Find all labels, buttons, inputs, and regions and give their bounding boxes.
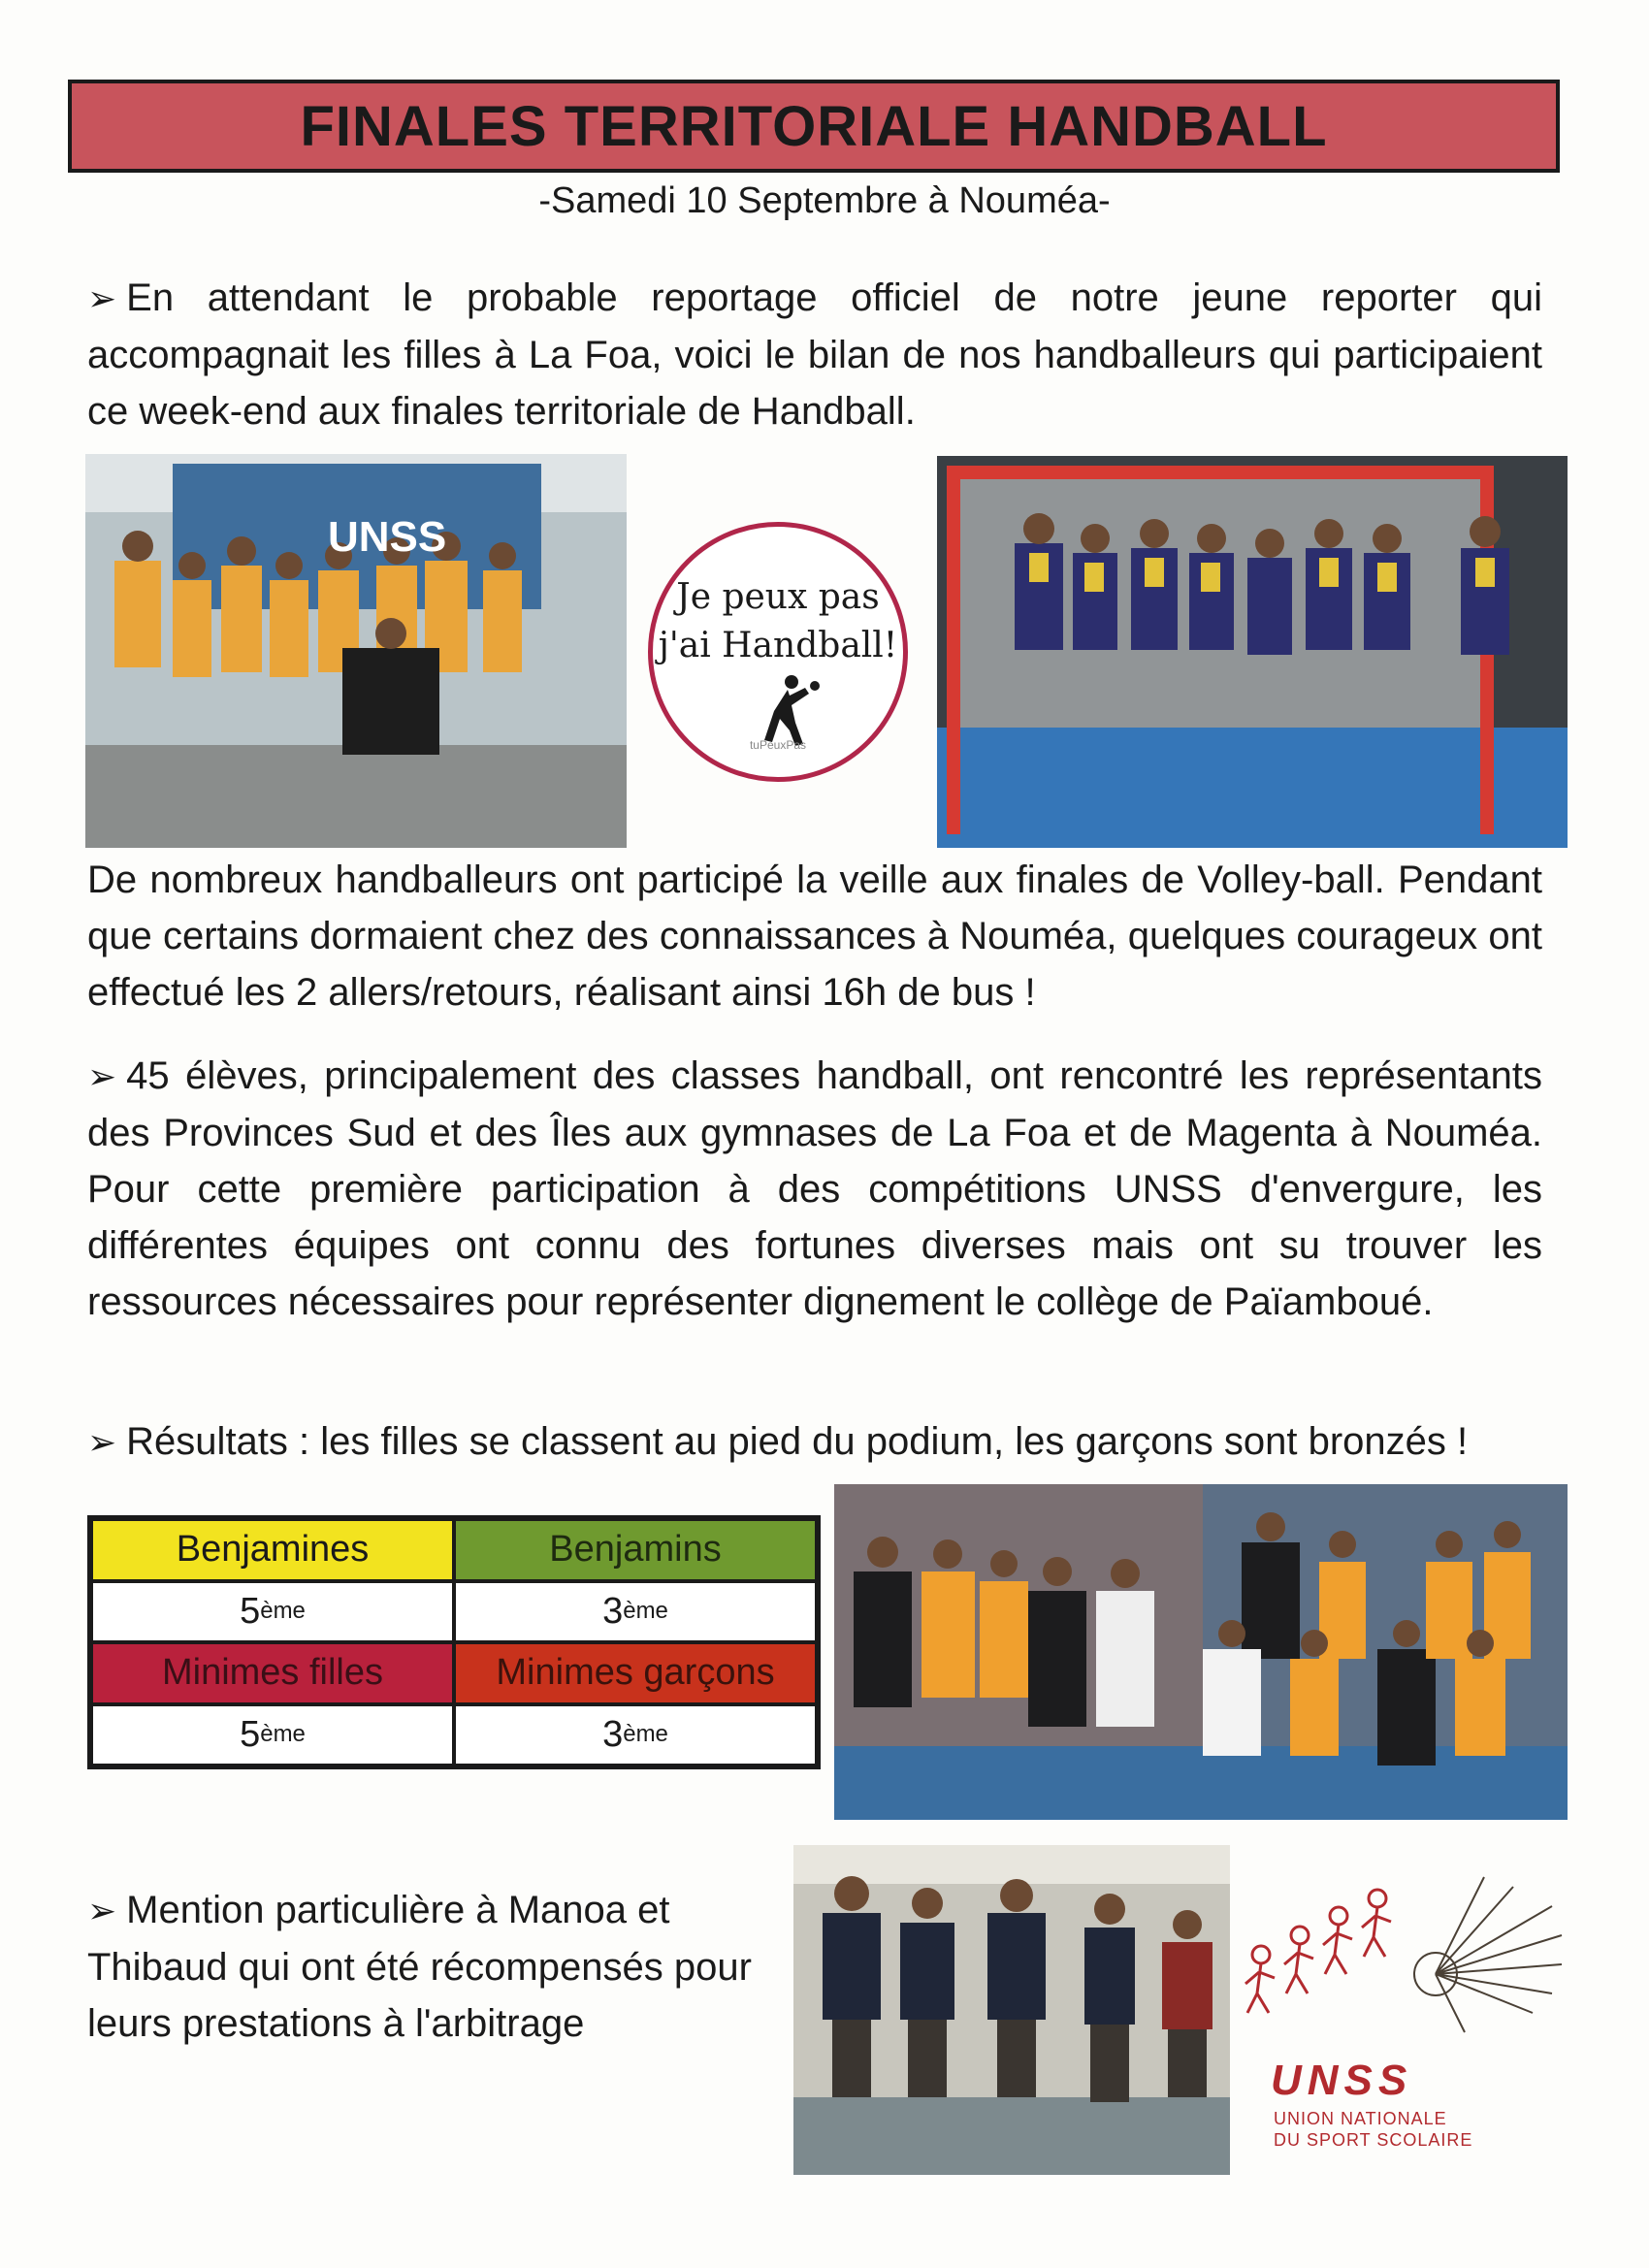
handball-sticker [648, 522, 908, 782]
unss-wordmark: UNSS [1271, 2057, 1413, 2104]
photo-referees [793, 1845, 1230, 2175]
category-benjamins: Benjamins [454, 1519, 817, 1581]
photo-girls-team [85, 454, 627, 848]
runners-bird-icon [1242, 1867, 1571, 2061]
unss-subtitle-line2: DU SPORT SCOLAIRE [1274, 2130, 1473, 2150]
banner-unss-text: UNSS [328, 513, 447, 561]
sticker-line2: j'ai Handball! [658, 626, 898, 665]
results-paragraph [87, 1413, 1542, 1471]
rank-benjamins: 3 ème [454, 1581, 817, 1643]
bullet-icon: ➢ [87, 1056, 117, 1096]
rank-minimes-filles: 5 ème [91, 1704, 454, 1766]
page-title: FINALES TERRITORIALE HANDBALL [300, 94, 1328, 158]
sticker-line1: Je peux pas [676, 577, 880, 617]
rank-benjamines: 5 ème [91, 1581, 454, 1643]
students-text: 45 élèves, principalement des classes handball, ont rencontré les représentants des Provinces Sud et des Îles aux gymnases de La Foa et de Magenta à Nouméa. Pour cette première participation à des compétitions UNSS d'envergure, les différentes équipes ont connu des fortunes diverses mais ont su trouver les ressources nécessaires pour représenter dignement le collège de Païamboué. [87, 1054, 1542, 1323]
photo-boys-team-goal [937, 456, 1568, 848]
rank-minimes-garcons: 3 ème [454, 1704, 817, 1766]
intro-text: En attendant le probable reportage officiel de notre jeune reporter qui accompagnait les filles à La Foa, voici le bilan de nos handballeurs qui participaient ce week-end aux finales territoriale de Handball. [87, 276, 1542, 433]
intro-paragraph [87, 270, 1542, 439]
title-banner [68, 80, 1560, 173]
students-paragraph [87, 1048, 1542, 1330]
category-benjamines: Benjamines [91, 1519, 454, 1581]
results-table [87, 1515, 821, 1769]
bullet-icon: ➢ [87, 1891, 117, 1930]
mention-paragraph [87, 1882, 766, 2052]
volley-paragraph: De nombreux handballeurs ont participé la veille aux finales de Volley-ball. Pendant que certains dormaient chez des connaissances à Nouméa, quelques courageux ont effectué les 2 allers/retours, réalisant ainsi 16h de bus ! [87, 859, 1542, 1014]
bullet-icon: ➢ [87, 1422, 117, 1462]
unss-subtitle-line1: UNION NATIONALE [1274, 2109, 1447, 2128]
bullet-icon: ➢ [87, 278, 117, 318]
photo-medal-collage [834, 1484, 1568, 1820]
category-minimes-filles: Minimes filles [91, 1642, 454, 1704]
sticker-brand: tuPeuxPas [749, 738, 807, 752]
page-subtitle: -Samedi 10 Septembre à Nouméa- [538, 180, 1111, 221]
mention-text: Mention particulière à Manoa et Thibaud qui ont été récompensés pour leurs prestations à l'arbitrage [87, 1889, 752, 2045]
category-minimes-garcons: Minimes garçons [454, 1642, 817, 1704]
results-text: Résultats : les filles se classent au pied du podium, les garçons sont bronzés ! [126, 1420, 1469, 1463]
